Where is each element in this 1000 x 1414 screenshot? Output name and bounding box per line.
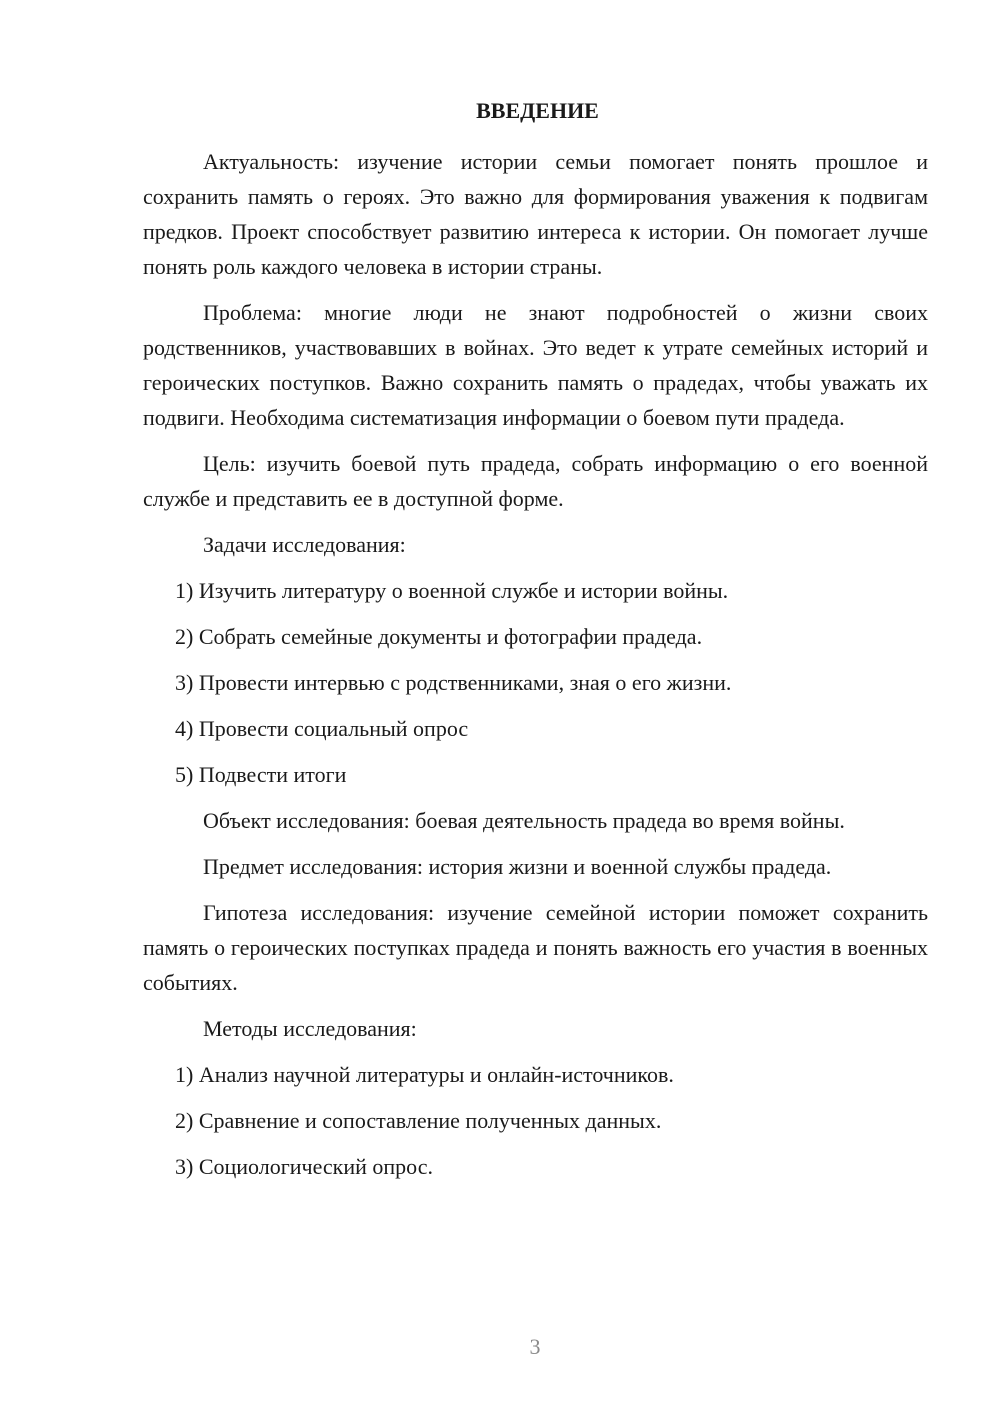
task-item: 3) Провести интервью с родственниками, зная о его жизни.: [175, 670, 732, 695]
object-paragraph: Объект исследования: боевая деятельность прадеда во время войны.: [203, 808, 845, 833]
problem-paragraph: Проблема: многие люди не знают подробностей о жизни своих родственников, участвовавших в войнах. Это ведет к утрате семейных историй и героических поступков. Важно сохранить память о прадедах, чтобы уважать их подвиги. Необходима систематизация информации о боевом пути прадеда.: [143, 300, 928, 430]
goal-paragraph: Цель: изучить боевой путь прадеда, собрать информацию о его военной службе и представить ее в доступной форме.: [143, 451, 928, 511]
task-item: 2) Собрать семейные документы и фотографии прадеда.: [175, 624, 703, 649]
relevance-paragraph: Актуальность: изучение истории семьи помогает понять прошлое и сохранить память о героях. Это важно для формирования уважения к подвигам предков. Проект способствует развитию интереса к истории. Он помогает лучше понять роль каждого человека в истории страны.: [143, 149, 928, 279]
page-number: 3: [529, 1334, 541, 1359]
hypothesis-paragraph: Гипотеза исследования: изучение семейной истории поможет сохранить память о героических поступках прадеда и понять важность его участия в военных событиях.: [143, 900, 928, 995]
subject-paragraph: Предмет исследования: история жизни и военной службы прадеда.: [203, 854, 832, 879]
task-item: 1) Изучить литературу о военной службе и истории войны.: [175, 578, 729, 603]
section-title: ВВЕДЕНИЕ: [476, 98, 599, 123]
method-item: 1) Анализ научной литературы и онлайн-источников.: [175, 1062, 674, 1087]
methods-heading: Методы исследования:: [203, 1016, 417, 1041]
tasks-list: [143, 573, 928, 792]
page-content: [143, 96, 928, 1195]
tasks-heading: Задачи исследования:: [203, 532, 406, 557]
method-item: 2) Сравнение и сопоставление полученных данных.: [175, 1108, 662, 1133]
task-item: 5) Подвести итоги: [175, 762, 347, 787]
task-item: 4) Провести социальный опрос: [175, 716, 469, 741]
methods-list: [143, 1057, 928, 1184]
method-item: 3) Социологический опрос.: [175, 1154, 433, 1179]
